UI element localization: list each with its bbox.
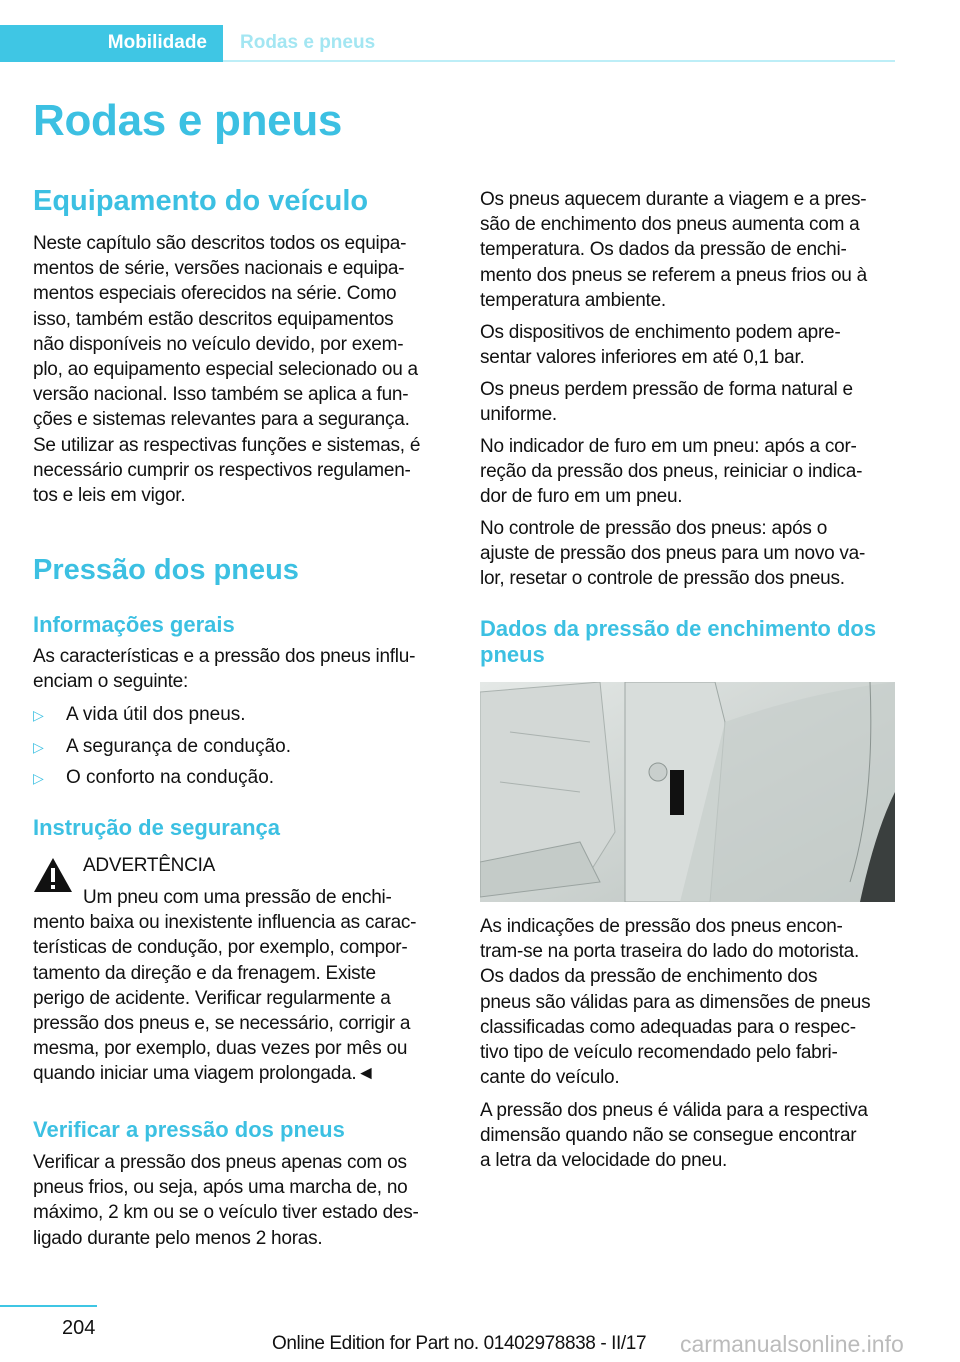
paragraph-verificar: Verificar a pressão dos pneus apenas com os pneus frios, ou seja, após uma marcha de, no máximo, 2 km ou se o veículo tiver estado des- ligado durante pelo menos 2 horas. — [33, 1152, 419, 1249]
list-item — [33, 734, 291, 760]
warning-label: ADVERTÊNCIA — [83, 855, 216, 876]
door-pillar-tire-label-illustration — [480, 682, 895, 902]
list-item — [33, 702, 246, 728]
paragraph-equipamento: Neste capítulo são descritos todos os equipa- mentos de série, versões nacionais e equipa- mentos especiais oferecidos na série. Como isso, também estão descritos equipamentos não disponíveis no veículo devido, por exem- plo, ao equipamento especial selecionado ou a versão nacional. Isso também se aplica a fun- ções e sistemas relevantes para a segurança. Se utilizar as respectivas funções e sistemas, é necessário cumprir os respectivos regulamen- tos e leis em vigor. — [33, 233, 421, 507]
paragraph-perdem: Os pneus perdem pressão de forma natural e uniforme. — [480, 379, 853, 426]
heading-equipamento: Equipamento do veículo — [33, 185, 369, 217]
paragraph-dispositivos: Os dispositivos de enchimento podem apre- sentar valores inferiores em até 0,1 bar. — [480, 322, 841, 369]
triangle-bullet-icon: ▷ — [33, 739, 44, 755]
warning-body: Um pneu com uma pressão de enchi- mento baixa ou inexistente influencia as carac- terísticas de condução, por exemplo, compor- tamento da direção e da frenagem. Existe perigo de acidente. Verificar regularmente a pressão dos pneus e, se necessário, corrigir a mesma, por exemplo, duas vezes por mês ou quando iniciar uma viagem prolongada.◄ — [33, 887, 417, 1085]
page-title: Rodas e pneus — [33, 96, 343, 145]
triangle-bullet-icon: ▷ — [33, 707, 44, 723]
heading-informacoes: Informações gerais — [33, 612, 235, 637]
heading-pressao: Pressão dos pneus — [33, 554, 299, 586]
watermark: carmanualsonline.info — [680, 1331, 904, 1357]
footer-divider — [0, 1305, 97, 1307]
paragraph-valida: A pressão dos pneus é válida para a respectiva dimensão quando não se consegue encontrar a letra da velocidade do pneu. — [480, 1100, 868, 1172]
chapter-label: Mobilidade — [107, 32, 207, 53]
list-item-text: A segurança de condução. — [66, 736, 292, 757]
list-item-text: A vida útil dos pneus. — [66, 704, 246, 725]
triangle-bullet-icon: ▷ — [33, 770, 44, 786]
paragraph-controle: No controle de pressão dos pneus: após o ajuste de pressão dos pneus para um novo va- lor, resetar o controle de pressão dos pneus. — [480, 518, 866, 590]
paragraph-indicador: No indicador de furo em um pneu: após a cor- reção da pressão dos pneus, reiniciar o indica- dor de furo em um pneu. — [480, 436, 863, 508]
list-item-text: O conforto na condução. — [66, 767, 275, 788]
heading-dados: Dados da pressão de enchimento dos pneus — [480, 616, 877, 667]
list-item — [33, 765, 274, 791]
heading-verificar: Verificar a pressão dos pneus — [33, 1117, 345, 1142]
paragraph-informacoes: As características e a pressão dos pneus influ- enciam o seguinte: — [33, 646, 416, 693]
page-number: 204 — [62, 1317, 96, 1339]
paragraph-indicacoes: As indicações de pressão dos pneus encon- tram-se na porta traseira do lado do motorista. Os dados da pressão de enchimento dos pneus são válidas para as dimensões de pneus classificadas como adequadas para o respec- tivo tipo de veículo recomendado pelo fabri- cante do veículo. — [480, 916, 871, 1089]
edition-info: Online Edition for Part no. 01402978838 - II/17 — [272, 1333, 647, 1354]
chapter-tab — [0, 25, 223, 62]
section-label: Rodas e pneus — [240, 32, 376, 53]
header-divider — [223, 60, 895, 62]
warning-text — [33, 885, 416, 1087]
heading-seguranca: Instrução de segurança — [33, 815, 280, 840]
paragraph-aquecem: Os pneus aquecem durante a viagem e a pres- são de enchimento dos pneus aumenta com a temperatura. Os dados da pressão de enchi- mento dos pneus se referem a pneus frios ou à temperatura ambiente. — [480, 189, 867, 311]
